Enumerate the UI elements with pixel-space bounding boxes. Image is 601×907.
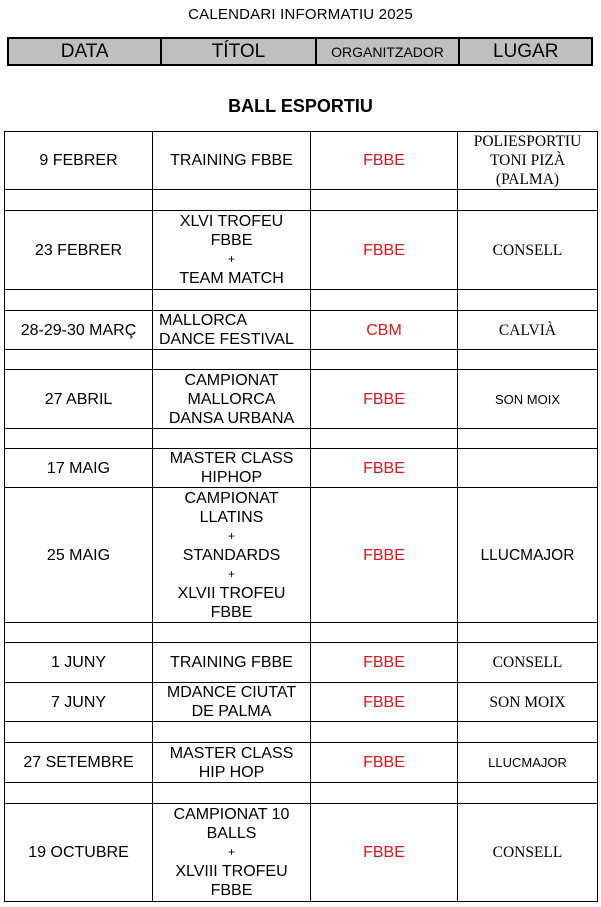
event-title-line: XLVII TROFEU [177,584,286,602]
event-place-line: POLIESPORTIU [473,133,582,150]
event-title-line: CAMPIONAT [184,489,279,507]
event-title [153,804,311,902]
event-organizer: FBBE [311,804,458,902]
event-title-line: XLVI TROFEU [179,213,284,230]
spacer-row [5,722,598,743]
spacer-row [5,190,598,211]
event-organizer: FBBE [311,370,458,429]
event-title [153,643,311,683]
event-title-line: LLATINS [199,508,264,526]
section-title: BALL ESPORTIU [228,96,373,116]
header-organizer: ORGANITZADOR [316,38,460,65]
event-place [458,643,598,683]
event-organizer: FBBE [311,488,458,623]
event-place [458,488,598,623]
event-title [153,211,311,290]
event-place-line: SON MOIX [489,693,566,711]
event-place-line: TONI PIZÀ [489,152,566,169]
event-title-line: MDANCE CIUTAT [166,684,297,701]
event-title [153,743,311,783]
event-row [5,804,598,902]
event-organizer: FBBE [311,211,458,290]
event-title-line: FBBE [210,603,253,621]
event-date: 23 FEBRER [5,211,153,290]
event-place-line: (PALMA) [495,171,560,188]
event-title-line: MALLORCA [187,390,276,408]
event-date: 19 OCTUBRE [5,804,153,902]
column-header-table [7,37,593,66]
event-title-line: DANSA URBANA [168,409,295,427]
event-date: 27 ABRIL [5,370,153,429]
event-place [458,683,598,722]
event-row [5,132,598,190]
column-header-row [8,38,592,65]
event-title-line: BALLS [206,825,257,842]
event-title-line: MASTER CLASS [169,450,294,467]
event-date: 7 JUNY [5,683,153,722]
event-place-line: CONSELL [492,654,563,671]
event-title-line: + [227,566,235,581]
event-place-line: CALVIÀ [498,321,557,339]
event-place-line: LLUCMAJOR [488,755,567,770]
event-title-line: XLVIII TROFEU [175,863,288,880]
event-title-line: DANCE FESTIVAL [159,331,294,348]
document-title: CALENDARI INFORMATIU 2025 [188,6,413,23]
event-row [5,683,598,722]
event-place [458,132,598,190]
event-organizer: FBBE [311,643,458,683]
event-date: 1 JUNY [5,643,153,683]
event-date: 9 FEBRER [5,132,153,190]
event-row [5,311,598,350]
event-title [153,488,311,623]
event-title-line: TRAINING FBBE [170,654,293,671]
event-row [5,643,598,683]
event-place [458,449,598,488]
event-row [5,488,598,623]
event-title-line: FBBE [210,882,253,899]
event-row [5,743,598,783]
event-place-line: LLUCMAJOR [480,546,575,564]
event-date: 25 MAIG [5,488,153,623]
spacer-row [5,290,598,311]
event-title-line: + [227,845,235,859]
event-title-line: STANDARDS [182,546,281,564]
event-organizer: FBBE [311,743,458,783]
event-title-line: MALLORCA [159,312,248,329]
spacer-row [5,350,598,370]
event-title-line: MASTER CLASS [169,744,294,762]
event-organizer: FBBE [311,449,458,488]
header-place: LUGAR [459,38,592,65]
event-organizer: FBBE [311,132,458,190]
header-title: TÍTOL [161,38,315,65]
event-title-line: CAMPIONAT 10 [173,806,290,823]
event-place-line: CONSELL [492,241,563,259]
event-title [153,311,311,350]
event-place [458,370,598,429]
event-row [5,449,598,488]
event-date: 28-29-30 MARÇ [5,311,153,350]
event-row [5,211,598,290]
event-date: 17 MAIG [5,449,153,488]
spacer-row [5,623,598,643]
spacer-row [5,429,598,449]
event-row [5,370,598,429]
event-title-line: TRAINING FBBE [170,152,293,169]
event-title-line: TEAM MATCH [179,270,284,287]
event-date: 27 SETEMBRE [5,743,153,783]
event-title [153,683,311,722]
event-title [153,370,311,429]
event-title-line: CAMPIONAT [184,371,279,389]
event-place [458,743,598,783]
event-place [458,804,598,902]
event-place-line: SON MOIX [494,391,560,407]
event-organizer: FBBE [311,683,458,722]
event-title-line: DE PALMA [191,703,272,720]
event-place [458,311,598,350]
event-title-line: HIP HOP [198,763,265,781]
event-organizer: CBM [311,311,458,350]
event-place [458,211,598,290]
event-title-line: FBBE [210,232,253,249]
event-title-line: + [227,528,235,543]
spacer-row [5,783,598,804]
header-date: DATA [8,38,161,65]
event-place-line: CONSELL [492,844,563,861]
event-title [153,449,311,488]
event-title [153,132,311,190]
event-title-line: HIPHOP [200,469,263,486]
event-title-line: + [227,252,235,266]
events-table [4,131,598,902]
